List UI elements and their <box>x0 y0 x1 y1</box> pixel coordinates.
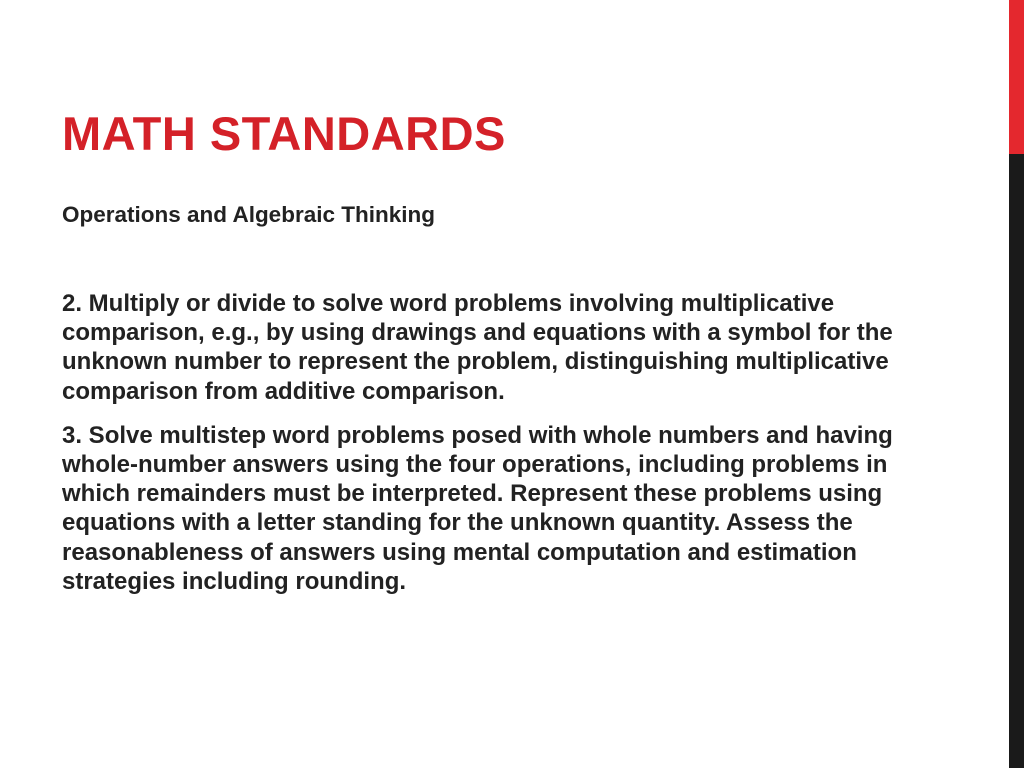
accent-bar-red <box>1009 0 1024 154</box>
slide-title: MATH STANDARDS <box>62 107 506 160</box>
standard-item: 3. Solve multistep word problems posed with whole numbers and having whole-number answers using the four operations, including problems in which remainders must be interpreted. Represent these problems using equations with a letter standing for the unknown quantity. Assess the reasonableness of answers using mental computation and estimation strategies including rounding. <box>62 421 893 595</box>
standard-item: 2. Multiply or divide to solve word problems involving multiplicative comparison, e.g., by using drawings and equations with a symbol for the unknown number to represent the problem, distinguishing multiplicative comparison from additive comparison. <box>62 290 893 405</box>
slide-content <box>62 200 902 596</box>
slide-subtitle: Operations and Algebraic Thinking <box>62 202 435 227</box>
accent-bar-dark <box>1009 154 1024 768</box>
